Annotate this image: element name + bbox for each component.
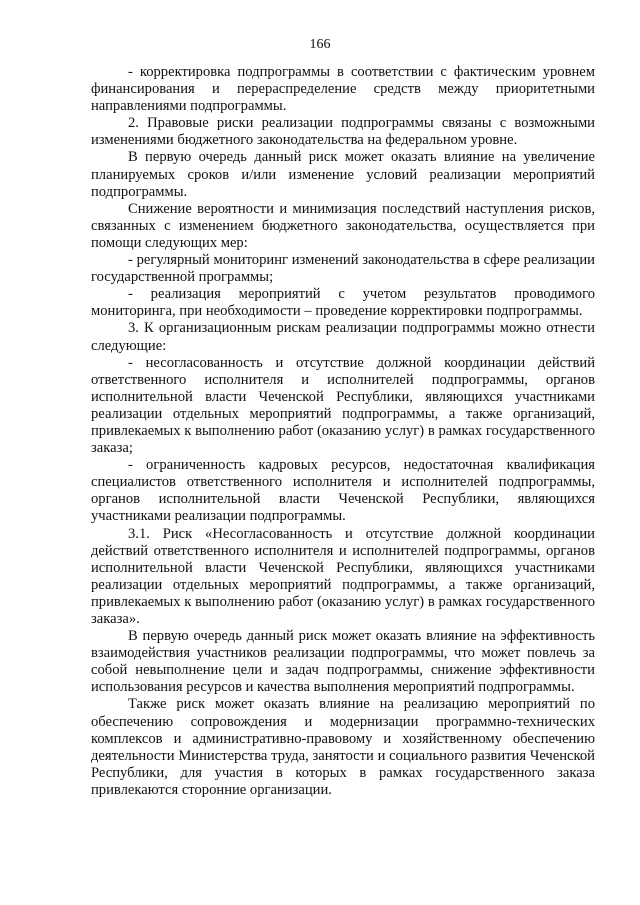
paragraph-monitoring-actions: - реализация мероприятий с учетом результатов проводимого мониторинга, при необходимости – проведение корректировки подпрограммы. <box>91 286 595 320</box>
paragraph-risk-3-1: 3.1. Риск «Несогласованность и отсутствие должной координации действий ответственного исполнителя и исполнителей подпрограммы, органов исполнительной власти Чеченской Республики, являющихся участниками реализации отдельных мероприятий подпрограммы, а также организаций, привлекаемых к выполнению работ (оказанию услуг) в рамках государственного заказа». <box>91 525 595 627</box>
paragraph-staff-resources: - ограниченность кадровых ресурсов, недостаточная квалификация специалистов ответственного исполнителя и исполнителей подпрограммы, органов исполнительной власти Чеченской Республики, являющихся участниками реализации подпрограммы. <box>91 457 595 525</box>
paragraph-legal-risk-impact: В первую очередь данный риск может оказать влияние на увеличение планируемых сроков и/или изменение условий реализации мероприятий подпрограммы. <box>91 149 595 200</box>
paragraph-coordination-risk: - несогласованность и отсутствие должной координации действий ответственного исполнителя и исполнителей подпрограммы, органов исполнительной власти Чеченской Республики, являющихся участниками реализации отдельных мероприятий подпрограммы, а также организаций, привлекаемых к выполнению работ (оказанию услуг) в рамках государственного заказа; <box>91 354 595 457</box>
paragraph-legal-risks: 2. Правовые риски реализации подпрограммы связаны с возможными изменениями бюджетного законодательства на федеральном уровне. <box>91 115 595 149</box>
paragraph-organizational-risks: 3. К организационным рискам реализации подпрограммы можно отнести следующие: <box>91 320 595 354</box>
paragraph-risk-mitigation: Снижение вероятности и минимизация последствий наступления рисков, связанных с изменением бюджетного законодательства, осуществляется при помощи следующих мер: <box>91 200 595 251</box>
paragraph-monitoring: - регулярный мониторинг изменений законодательства в сфере реализации государственной программы; <box>91 252 595 286</box>
paragraph-budget-adjustment: - корректировка подпрограммы в соответствии с фактическим уровнем финансирования и перераспределение средств между приоритетными направлениями подпрограммы. <box>91 64 595 115</box>
page-number: 166 <box>309 37 331 52</box>
paragraph-risk-3-1-additional: Также риск может оказать влияние на реализацию мероприятий по обеспечению сопровождения и модернизации программно-технических комплексов и административно-правовому и хозяйственному обеспечению деятельности Министерства труда, занятости и социального развития Чеченской Республики, для участия в которых в рамках государственного заказа привлекаются сторонние организации. <box>91 696 595 798</box>
document-body <box>91 64 595 799</box>
paragraph-risk-3-1-impact: В первую очередь данный риск может оказать влияние на эффективность взаимодействия участников реализации подпрограммы, что может повлечь за собой невыполнение цели и задач подпрограммы, снижение эффективности использования ресурсов и качества выполнения мероприятий подпрограммы. <box>91 628 595 696</box>
